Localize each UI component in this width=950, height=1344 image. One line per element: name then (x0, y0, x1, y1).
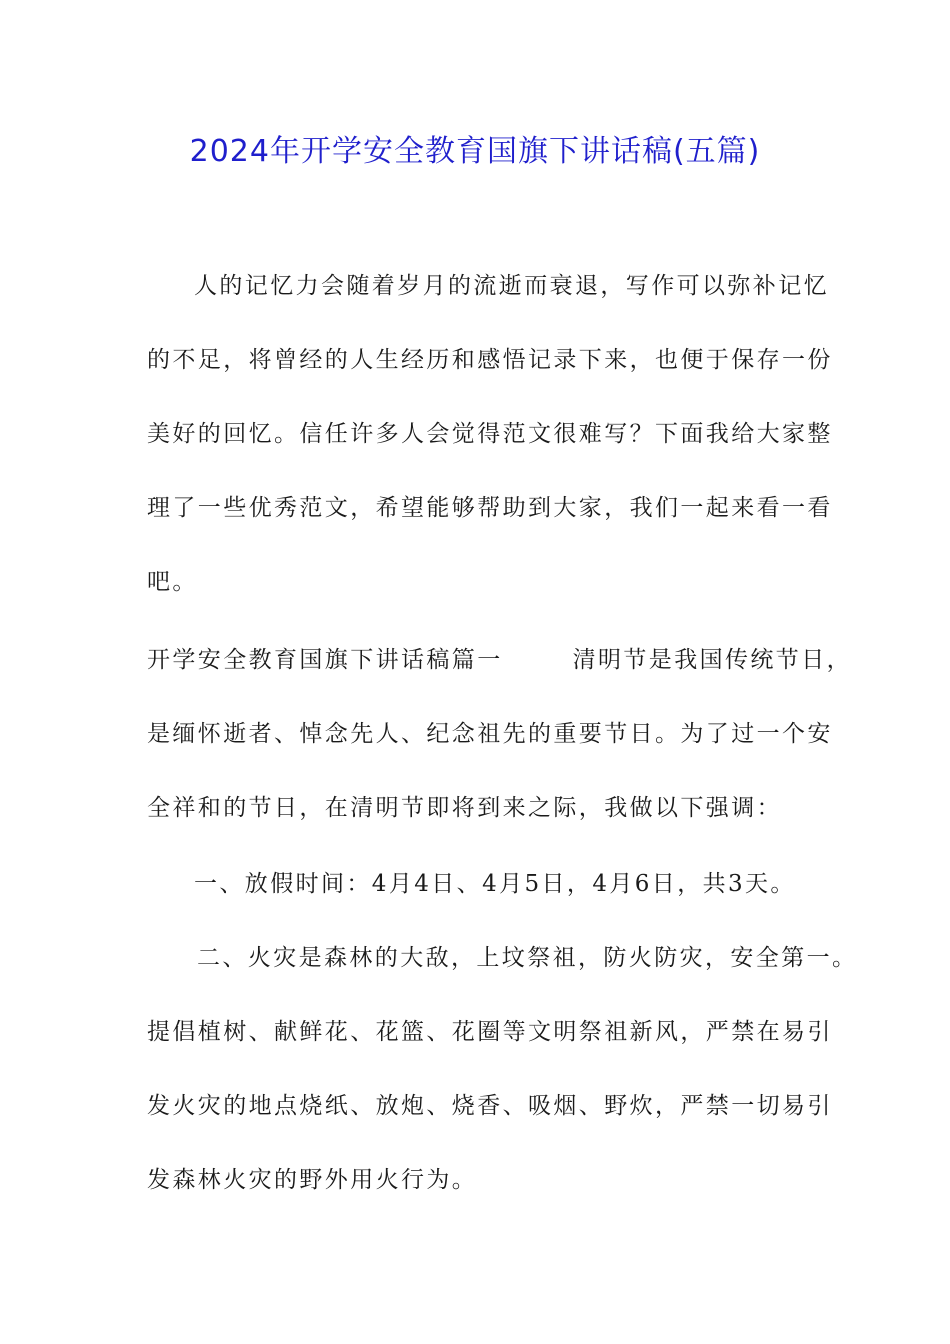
document-title: 2024年开学安全教育国旗下讲话稿(五篇) (189, 134, 761, 169)
section-line-2: 全祥和的节日，在清明节即将到来之际，我做以下强调： (147, 795, 782, 821)
point-2-first: 二、火灾是森林的大敌，上坟祭祖，防火防灾，安全第一。 (197, 945, 858, 971)
section-line-1: 是缅怀逝者、悼念先人、纪念祖先的重要节日。为了过一个安 (147, 721, 833, 747)
point-2-line-3: 发森林火灾的野外用火行为。 (147, 1167, 478, 1193)
intro-line-2: 的不足，将曾经的人生经历和感悟记录下来，也便于保存一份 (147, 347, 833, 373)
intro-line-5: 吧。 (147, 569, 198, 595)
section-heading: 开学安全教育国旗下讲话稿篇一 (147, 647, 503, 673)
intro-line-3: 美好的回忆。信任许多人会觉得范文很难写？下面我给大家整 (147, 421, 833, 447)
point-2-line-1: 提倡植树、献鲜花、花篮、花圈等文明祭祖新风，严禁在易引 (147, 1019, 833, 1045)
point-2-line-2: 发火灾的地点烧纸、放炮、烧香、吸烟、野炊，严禁一切易引 (147, 1093, 833, 1119)
intro-line-1: 人的记忆力会随着岁月的流逝而衰退，写作可以弥补记忆 (194, 273, 829, 299)
section-first-text: 清明节是我国传统节日， (572, 647, 853, 673)
intro-line-4: 理了一些优秀范文，希望能够帮助到大家，我们一起来看一看 (147, 495, 833, 521)
point-1: 一、放假时间：4月4日、4月5日，4月6日，共3天。 (194, 871, 796, 897)
section-heading-line (147, 640, 852, 680)
